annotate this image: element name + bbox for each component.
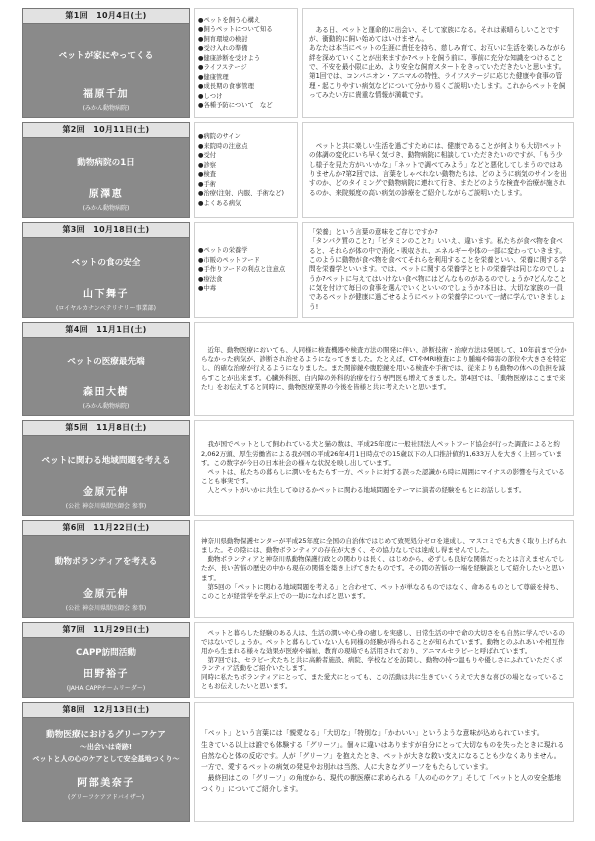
lecturer-name: 阿部美奈子: [77, 778, 135, 789]
description-paragraph: 神奈川県動物保護センターが平成25年度に全国の自治体ではじめて致死処分ゼロを達成し、マスコミでも大きく取り上げられました。その陰には、動物ボランティアの存在が大きく、その協力なしでは達成し得ませんでした。: [201, 536, 567, 554]
session-title-area: [23, 638, 189, 665]
session-title-area: [23, 718, 189, 774]
session-title: ペットの食の安全: [71, 257, 141, 268]
description-paragraph: 「栄養」という言葉の意味をご存じですか?: [309, 227, 438, 236]
topic-item: ● 健康管理: [198, 73, 294, 83]
session-number-date: 第5回 11月8日(土): [23, 421, 189, 436]
description-paragraph: ある日、ペットと運命的に出会い、そして家族になる。それは素晴らしいことですが、衝動的に飼い始めてはいけません。: [309, 25, 560, 43]
session-6: [22, 520, 574, 618]
session-description: [194, 420, 574, 516]
topic-item: ● 治療(注射、内服、手術など): [198, 189, 294, 199]
lecturer-affiliation: (公社 神奈川県獣医師会 参事): [65, 605, 147, 612]
topic-item: ● 中毒: [198, 284, 294, 294]
session-8: [22, 702, 574, 822]
topic-item: ● ライフステージ: [198, 63, 294, 73]
topic-item: ● 各種予防について など: [198, 101, 294, 111]
topic-item: ● 市販のペットフード: [198, 256, 294, 266]
session-description: [194, 520, 574, 618]
topic-item: ● 飼うペットについて知る: [198, 25, 294, 35]
session-number-date: 第6回 11月22日(土): [23, 521, 189, 536]
lecturer-block: [23, 85, 189, 117]
topic-list: [194, 222, 298, 318]
topic-item: ● 療法食: [198, 275, 294, 285]
lecturer-block: [23, 585, 189, 617]
session-number-date: 第4回 11月1日(土): [23, 323, 189, 338]
description-paragraph: 第5回の「ペットに関わる地域問題を考える」と合わせて、ペットが単なるものではなく、命あるものとして尊厳を持ち、このことが経営学を学ぶ上での一助になればと思います。: [201, 582, 563, 601]
lecturer-affiliation: (JAHA CAPPチームリーダー): [66, 685, 146, 692]
description-paragraph: 「タンパク質のこと?」「ビタミンのこと?」いいえ、違います。私たちが食べ物を食べると、それらが体の中で消化・吸収され、エネルギーや体の一部に変わっていきます。このように動物が食べ物を食べてそれらを利用することを栄養といい、栄養に関する学問を栄養学といいます。では、ペットに関する栄養学とヒトの栄養学は同じなのでしょうか?ペットに与えてはいけない食べ物にはどんなものがあるのでしょうか?どんなことに気を付けて毎日の食事を選んでいくといいのでしょうか?本日は、大切な家族の一員であるペットが健康に過ごせるようにペットの栄養学について一緒に学んでいきましょう!: [309, 237, 567, 311]
description-paragraph: ペットと暮らした経験のある人は、生活の潤いや心身の癒しを実感し、日常生活の中で命の大切さをも自然に学んでいるのではないでしょうか。ペットと暮らしていない人も同様の経験が得られることが知られています。動物とのふれあいや相互作用から生まれる様々な効果が医療や福祉、教育の現場でも活用されており、アニマルセラピーと呼ばれています。: [201, 629, 565, 655]
lecturer-name: 福原千加: [83, 89, 129, 100]
session-info-box: [22, 520, 190, 618]
lecturer-name: 森田大樹: [83, 387, 129, 398]
session-title-area: [23, 338, 189, 383]
lecturer-affiliation: (公社 神奈川県獣医師会 参事): [65, 503, 147, 510]
session-info-box: [22, 702, 190, 822]
session-number-date: 第2回 10月11日(土): [23, 123, 189, 138]
topic-item: ● 手術: [198, 180, 294, 190]
lecturer-affiliation: (みかん動物病院): [82, 403, 130, 410]
topic-item: ● 受け入れの準備: [198, 44, 294, 54]
session-info-box: [22, 8, 190, 118]
session-title: 動物ボランティアを考える: [54, 556, 158, 567]
session-description: [194, 702, 574, 822]
topic-item: ● ペットを飼う心構え: [198, 16, 294, 26]
session-title: 動物病院の1日: [77, 157, 135, 168]
description-paragraph: 生きている以上は誰でも体験する「グリーフ」。個々に違いはありますが自分にとって大切なものを失ったときに現れる自然な心と体の反応です。人が「グリーフ」を抱えたとき、ペットが大きな救い支えになることも少なくありません。一方で、愛するペットの病気の発見やお別れは当然、人に大きなグリーフをもたらしています。: [201, 740, 565, 771]
topic-list: [194, 122, 298, 218]
session-info-box: [22, 622, 190, 698]
session-subtitle: ペットと人の心のケアとして安全基地つくり〜: [32, 755, 180, 763]
session-info-box: [22, 322, 190, 416]
session-number-date: 第7回 11月29日(土): [23, 623, 189, 638]
topic-item: ● 病院のサイン: [198, 132, 294, 142]
description-paragraph: あなたは本当にペットの生涯に責任を持ち、慈しみ育て、お互いに生活を楽しみながら絆を深めていくことが出来ますか?ペットを飼う前に、事前に充分な知識をつけることで、不安を最小限に止め、より安全な飼育スタートをきっていただきたいと思います。第1回では、コンパニオン・アニマルの特性、ライフステージに応じた健康や食事の管理・起こりやすい病気などについて分かり易くご説明いたします。これからペットを飼ってみたい方に貴重な情報が満載です。: [309, 44, 567, 100]
description-paragraph: 最終回はこの「グリーフ」の角度から、現代の獣医療に求められる「人の心のケア」そして「ペットと人の安全基地つくり」についてご紹介します。: [201, 774, 561, 794]
session-title: CAPP訪問活動: [76, 647, 136, 658]
session-4: [22, 322, 574, 416]
lecturer-name: 田野裕子: [83, 669, 129, 680]
topic-item: ● 手作りフードの利点と注意点: [198, 265, 294, 275]
session-description: [194, 622, 574, 698]
description-paragraph: 人とペットがいかに共生してゆけるかペットに関わる地域問題をテーマに演者の経験をもとにお話しします。: [207, 486, 526, 495]
lecturer-block: [23, 185, 189, 217]
session-title: ペットが家にやってくる: [58, 50, 154, 61]
lecturer-block: [23, 774, 189, 821]
session-title: 動物医療におけるグリーフケア: [46, 730, 166, 740]
lecturer-name: 金原元伸: [83, 589, 129, 600]
session-title-area: [23, 536, 189, 585]
session-number-date: 第8回 12月13日(土): [23, 703, 189, 718]
topic-item: ● 飼育環境の検討: [198, 35, 294, 45]
description-paragraph: 第7回では、セラピー犬たちと共に高齢者施設、病院、学校などを訪問し、動物の持つ温もりや優しさにふれていただくボランティア活動をご紹介いたします。: [201, 655, 563, 673]
description-paragraph: 動物ボランティアと神奈川県動物保護行政との関わりは長く、はじめから、必ずしも良好な関係だったとは言えませんでしたが、長い苦悩の歴史の中から現在の関係を築き上げてきたものです。その間の苦悩の一端を経験談として紹介したいと思います。: [201, 555, 565, 582]
session-title-area: [23, 238, 189, 285]
session-5: [22, 420, 574, 516]
session-title: ペットの医療最先端: [67, 356, 145, 367]
session-number-date: 第3回 10月18日(土): [23, 223, 189, 238]
session-description: [302, 8, 574, 118]
description-paragraph: 同時に私たちボランティアにとって、また愛犬にとっても、この活動は共に生きていくうえで大きな喜びの場となっていることもお伝えしたいと思います。: [201, 673, 565, 691]
session-info-box: [22, 122, 190, 218]
topic-list: [194, 8, 298, 118]
session-description: [194, 322, 574, 416]
session-2: [22, 122, 574, 218]
session-title-area: [23, 138, 189, 185]
lecturer-affiliation: (みかん動物病院): [82, 105, 130, 112]
topic-item: ● 成長期の食事管理: [198, 82, 294, 92]
lecturer-affiliation: (グリーフケアアドバイザー): [67, 794, 145, 801]
description-paragraph: ペットは、私たちの暮らしに潤いをもたらす一方、ペットに対する誤った認識から時に周囲にマイナスの影響を与えていることも事実です。: [201, 468, 565, 486]
session-title: ペットに関わる地域問題を考える: [41, 455, 171, 466]
session-description: [302, 122, 574, 218]
session-info-box: [22, 222, 190, 318]
lecturer-block: [23, 285, 189, 317]
topic-item: ● 診察: [198, 161, 294, 171]
lecturer-block: [23, 665, 189, 697]
session-subtitle: 〜出会いは奇跡!: [79, 743, 133, 751]
description-paragraph: 我が国でペットとして飼われている犬と猫の数は、平成25年度に一般社団法人ペットフード協会が行った調査によると約2,062万頭、厚生労働省による我が国の平成26年4月1日時点での15歳以下の人口推計値約1,633万人を大きく上回っています。この数字が今日の日本社会の様々な状況を映し出しています。: [201, 440, 563, 467]
lecturer-affiliation: (みかん動物病院): [82, 205, 130, 212]
session-3: [22, 222, 574, 318]
topic-item: ● 健康診断を受けよう: [198, 54, 294, 64]
session-info-box: [22, 420, 190, 516]
lecturer-name: 山下舞子: [83, 289, 129, 300]
lecturer-name: 原澤恵: [88, 189, 124, 200]
topic-item: ● 来院時の注意点: [198, 142, 294, 152]
session-1: [22, 8, 574, 118]
lecturer-affiliation: (ロイヤルカナンベテリナリー事業部): [55, 305, 157, 312]
topic-item: ● よくある病気: [198, 199, 294, 209]
lecturer-block: [23, 383, 189, 415]
session-description: [302, 222, 574, 318]
session-number-date: 第1回 10月4日(土): [23, 9, 189, 24]
topic-item: ● 受付: [198, 151, 294, 161]
topic-item: ● しつけ: [198, 92, 294, 102]
session-7: [22, 622, 574, 698]
session-title-area: [23, 436, 189, 483]
topic-item: ● 検査: [198, 170, 294, 180]
session-title-area: [23, 24, 189, 85]
lecturer-block: [23, 483, 189, 515]
description-paragraph: 「ペット」という言葉には「親愛なる」「大切な」「特別な」「かわいい」というような意味が込められています。: [201, 729, 544, 738]
description-paragraph: 近年、動物医療においても、人同様に検査機器や検査方法の開発に伴い、診断技術・治療方法は発展して、10年前まで分からなかった病気が、診断され治せるようになってきました。たとえば、CTやMRI検査により腫瘍や障害の部位や大きさを特定し、的確な治療が行えるようになりました。また関節鏡や腹腔鏡を用いる検査や手術では、従来よりも動物の体への負担を減らすことが出来ます。心臓外科医、白内障の外科的治療を行う専門医も増えてきました。第4回では、「動物医療はここまで来た!」をお伝えすると同時に、動物医療業界の今後を皆様と共に考えたいと思います。: [201, 345, 567, 391]
description-paragraph: ペットと共に楽しい生活を過ごすためには、健康であることが何よりも大切!ペットの体調の変化にいち早く気づき、動物病院に相談していただきたいのですが、「もう少し様子を見た方がいいかな」「ネットで調べてみよう」などと悪化してしまうのではありませんか?第2回では、言葉をしゃべれない動物たちは、どのように病気のサインを出すのか、どのタイミングで動物病院に連れて行き、またどのような検査や治療が施されるのか、来院頻度の高い病気の診療をご紹介しながらご説明いたします。: [309, 141, 567, 197]
lecturer-name: 金原元伸: [83, 487, 129, 498]
topic-item: ● ペットの栄養学: [198, 246, 294, 256]
